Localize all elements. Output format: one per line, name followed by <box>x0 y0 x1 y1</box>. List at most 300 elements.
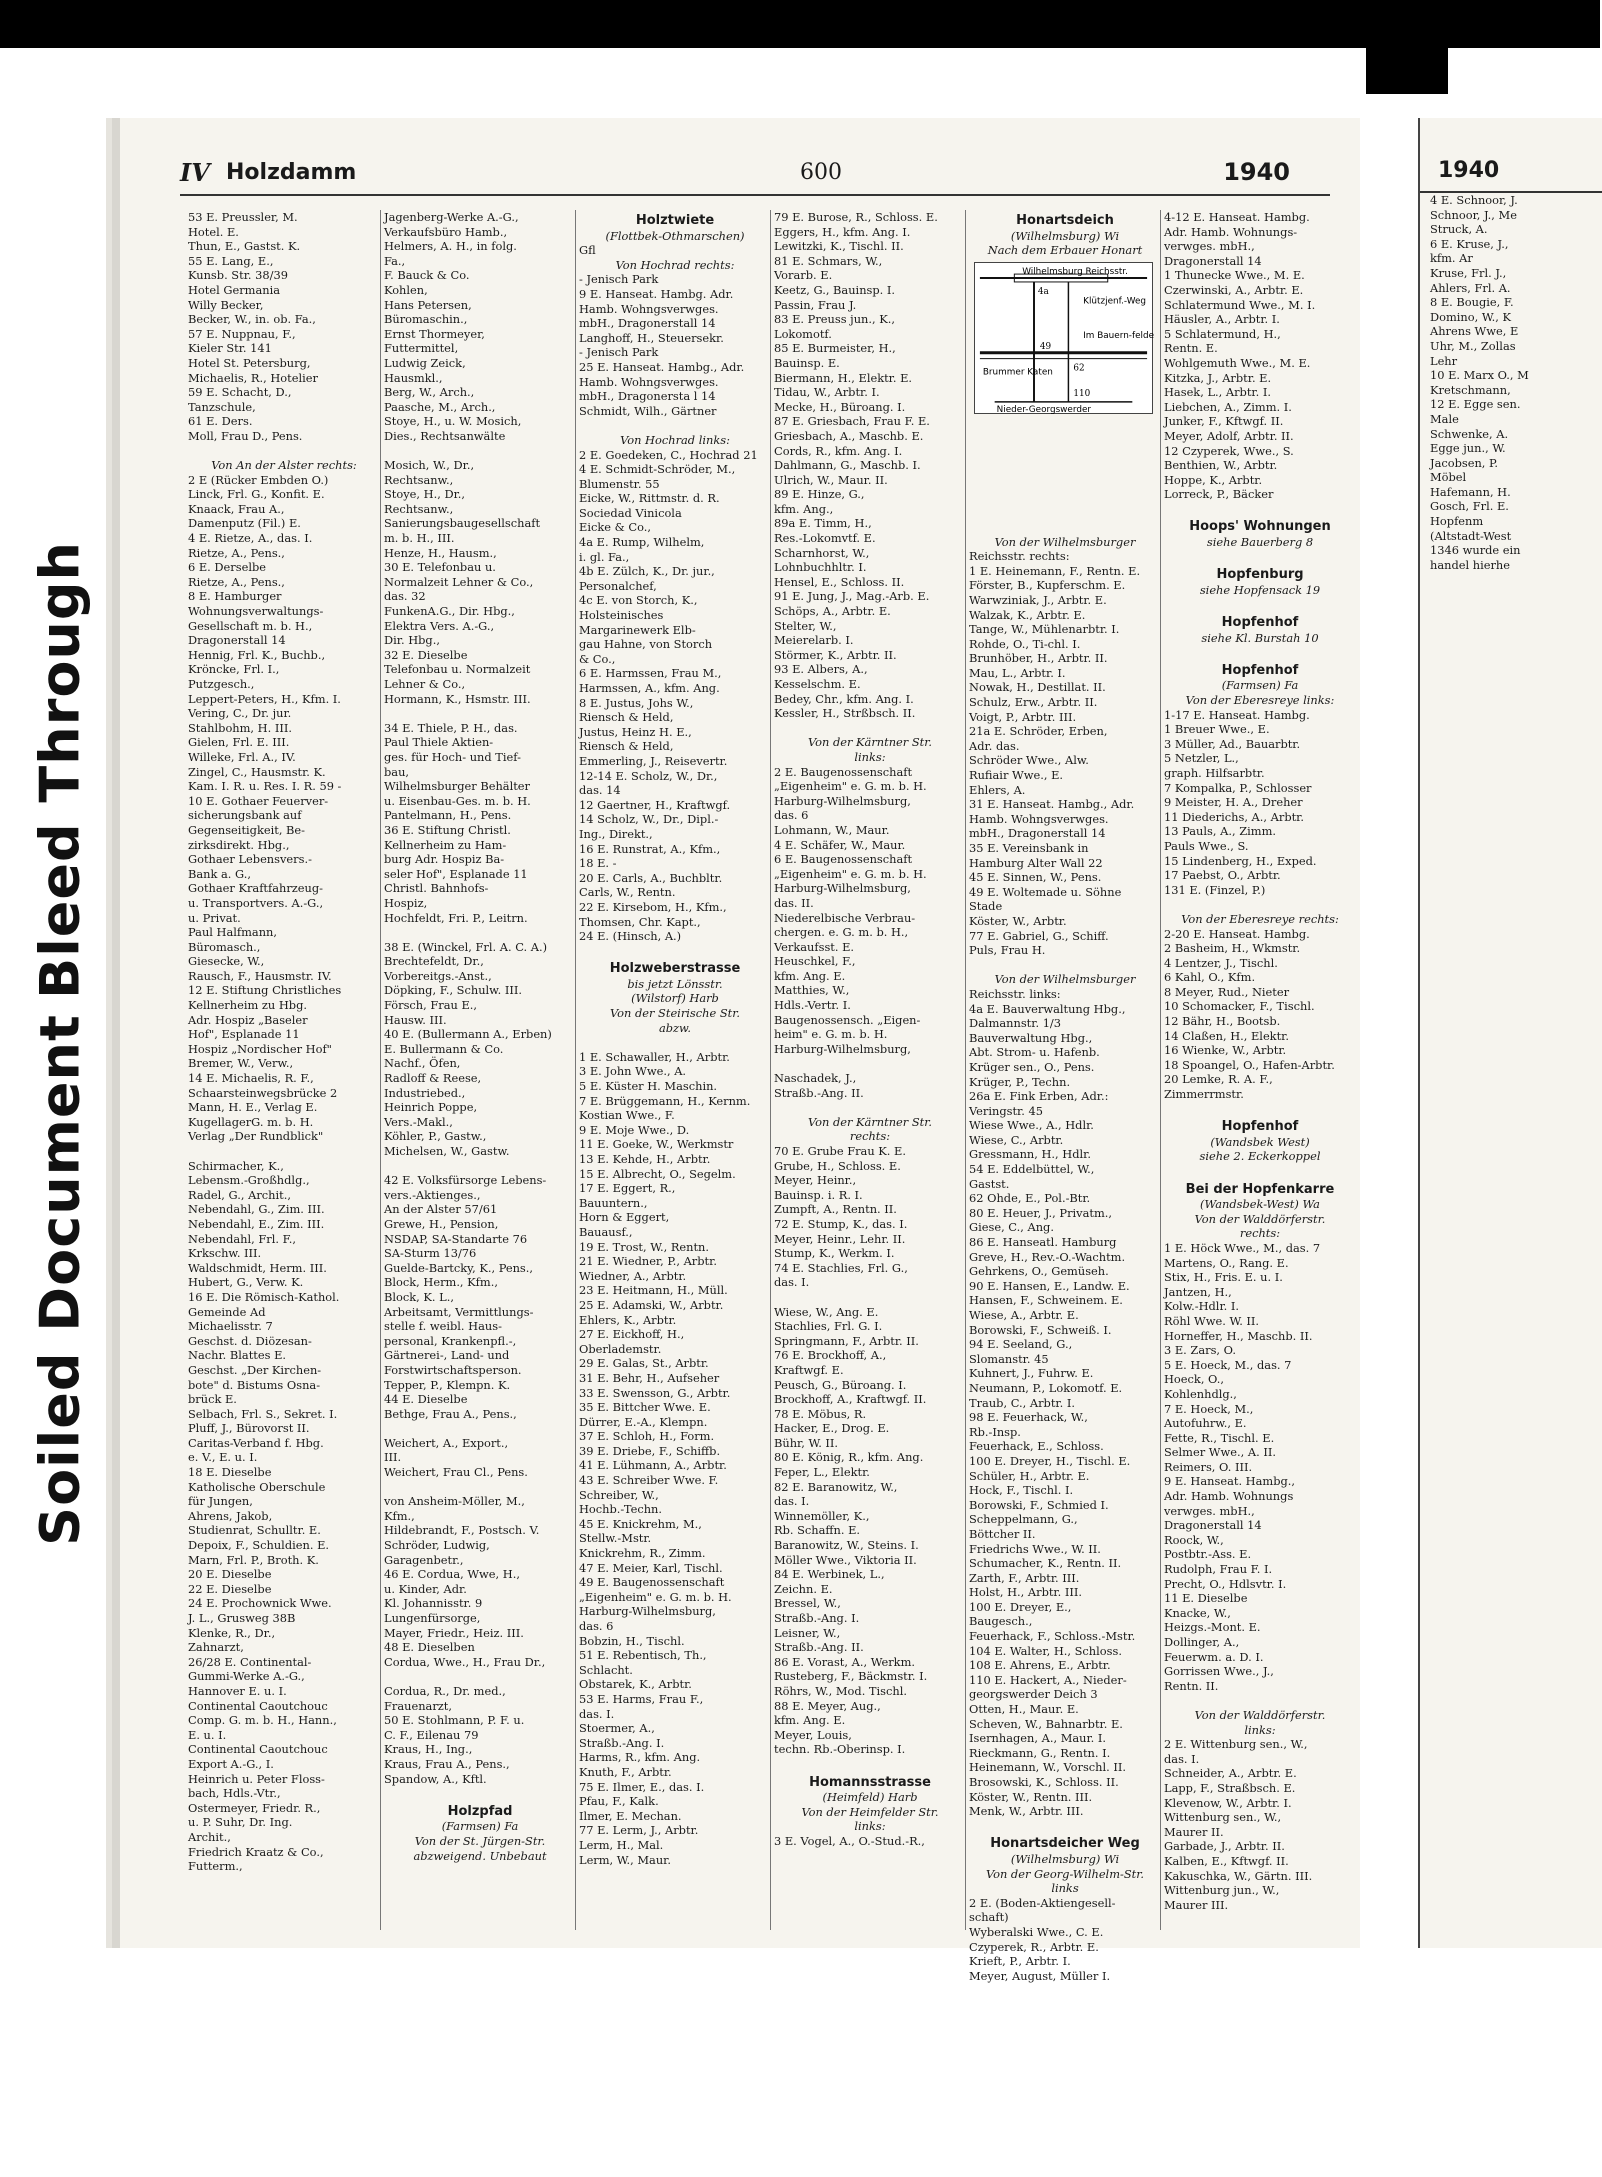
directory-entry: Obstarek, K., Arbtr. <box>579 1677 692 1692</box>
directory-entry: Vers.-Makl., <box>384 1114 453 1129</box>
directory-entry: Leppert-Peters, H., Kfm. I. <box>188 691 341 706</box>
street-map-inset <box>974 262 1153 414</box>
directory-entry: Benthien, W., Arbtr. <box>1164 458 1278 473</box>
directory-entry <box>771 1757 966 1772</box>
directory-entry: 26/28 E. Continental- <box>188 1654 312 1669</box>
directory-entry: Rieckmann, G., Rentn. I. <box>969 1745 1111 1760</box>
directory-entry: 44 E. Dieselbe <box>384 1392 468 1407</box>
directory-entry: das. 14 <box>579 783 621 798</box>
directory-entry: 24 E. (Hinsch, A.) <box>579 929 682 944</box>
directory-entry: 14 Scholz, W., Dr., Dipl.- <box>579 812 719 827</box>
directory-entry: Spandow, A., Kftl. <box>384 1771 487 1786</box>
directory-entry <box>576 1035 771 1050</box>
directory-entry: 16 E. Runstrat, A., Kfm., <box>579 841 721 856</box>
directory-entry: sicherungsbank auf <box>188 808 302 823</box>
directory-entry: Von der Walddörferstr. <box>1194 1707 1326 1722</box>
directory-entry: Jantzen, H., <box>1164 1284 1232 1299</box>
directory-entry: Dir. Hbg., <box>384 633 440 648</box>
directory-entry: NSDAP, SA-Standarte 76 <box>384 1231 528 1246</box>
directory-entry: verwges. mbH., <box>1164 1503 1255 1518</box>
side-label-bleed <box>20 540 100 1000</box>
directory-entry: Lehner & Co., <box>384 677 466 691</box>
directory-entry: Becker, W., in. ob. Fa., <box>188 312 316 327</box>
directory-entry: Riensch & Held, <box>579 710 674 725</box>
directory-entry: 51 E. Rebentisch, Th., <box>579 1648 707 1663</box>
directory-entry: 26a E. Fink Erben, Adr.: <box>969 1089 1109 1104</box>
directory-entry: Knacke, W., <box>1164 1605 1231 1620</box>
directory-entry: Nachf., Öfen, <box>384 1056 461 1071</box>
directory-entry: Hensel, E., Schloss. II. <box>774 574 905 589</box>
directory-entry: 9 E. Moje Wwe., D. <box>579 1122 690 1137</box>
directory-entry <box>1161 597 1356 612</box>
directory-entry: Heinrich u. Peter Floss- <box>188 1771 325 1786</box>
directory-entry: Ulrich, W., Maur. II. <box>774 472 888 487</box>
directory-entry: Lerm, H., Mal. <box>579 1837 664 1852</box>
directory-entry: 8 Meyer, Rud., Nieter <box>1164 984 1290 999</box>
directory-entry: Hospiz, <box>384 895 428 910</box>
facing-page-entry: Hopfenm <box>1430 514 1484 529</box>
directory-entry: Borowski, F., Schweiß. I. <box>969 1322 1112 1337</box>
directory-entry: Futterm., <box>188 1859 243 1874</box>
directory-entry: Heinrich Poppe, <box>384 1100 478 1115</box>
street-heading: Hopfenburg <box>1216 567 1304 583</box>
directory-entry: kfm. Ang. E. <box>774 968 846 983</box>
directory-entry: Gärtnerei-, Land- und <box>384 1348 510 1363</box>
directory-entry: Bethge, Frau A., Pens., <box>384 1406 517 1421</box>
directory-entry: das. I. <box>579 1706 615 1721</box>
directory-entry: Giesecke, W., <box>188 954 265 969</box>
directory-entry: Fette, R., Tischl. E. <box>1164 1430 1275 1445</box>
directory-entry: 6 Kahl, O., Kfm. <box>1164 970 1256 985</box>
directory-entry: 42 E. Volksfürsorge Lebens- <box>384 1173 547 1188</box>
directory-entry: Rudolph, Frau F. I. <box>1164 1562 1273 1577</box>
directory-entry: e. V., E. u. I. <box>188 1450 258 1465</box>
directory-entry: 20 Lemke, R. A. F., <box>1164 1072 1273 1087</box>
directory-entry: (Farmsen) Fa <box>1221 678 1299 693</box>
directory-entry: 14 E. Michaelis, R. F., <box>188 1071 314 1086</box>
directory-entry <box>576 944 771 959</box>
directory-entry: Knuth, F., Arbtr. <box>579 1764 672 1779</box>
street-heading: Holzpfad <box>447 1803 513 1819</box>
directory-entry: 85 E. Burmeister, H., <box>774 341 896 356</box>
directory-entry: Rietze, A., Pens., <box>188 545 285 560</box>
directory-entry: Eicke, W., Rittmstr. d. R. <box>579 491 720 506</box>
directory-entry: Roock, W., <box>1164 1532 1224 1547</box>
directory-entry: Paasche, M., Arch., <box>384 399 496 414</box>
directory-entry: 11 E. Goeke, W., Werkmstr <box>579 1137 734 1152</box>
directory-entry: Lohmann, W., Maur. <box>774 822 890 837</box>
directory-entry <box>966 491 1161 506</box>
directory-entry: Depoix, F., Schuldien. E. <box>188 1538 330 1553</box>
directory-entry: Riensch & Held, <box>579 739 674 754</box>
directory-entry: Dragonerstall 14 <box>1164 253 1262 268</box>
directory-entry: Stahlbohm, H. III. <box>188 720 292 735</box>
directory-entry: Cordua, Wwe., H., Frau Dr., <box>384 1654 546 1669</box>
directory-entry: Rusteberg, F., Bäckmstr. I. <box>774 1669 928 1684</box>
directory-entry: 54 E. Eddelbüttel, W., <box>969 1162 1095 1177</box>
directory-entry: Elektra Vers. A.-G., <box>384 618 495 633</box>
directory-entry: mbH., Dragonerstall 14 <box>969 826 1106 841</box>
directory-entry: 49 E. Woltemade u. Söhne <box>969 884 1122 899</box>
directory-entry: (Wilhelmsburg) Wi <box>1010 228 1120 243</box>
facing-page-entry: kfm. Ar <box>1430 251 1473 266</box>
facing-page-entry: Ahlers, Frl. A. <box>1430 280 1511 295</box>
directory-entry: (Wandsbek West) <box>1210 1134 1310 1149</box>
facing-page-entry: 1346 wurde ein <box>1430 543 1521 558</box>
directory-entry: Hamb. Wohngsverwges. <box>579 374 719 389</box>
directory-entry: „Eigenheim" e. G. m. b. H. <box>579 1589 732 1604</box>
directory-entry: Selmer Wwe., A. II. <box>1164 1445 1276 1460</box>
running-street-title: Holzdamm <box>226 160 357 185</box>
directory-entry: Res.-Lokomvtf. E. <box>774 531 876 546</box>
directory-entry: (Heimfeld) Harb <box>822 1790 918 1805</box>
directory-entry: Hamb. Wohngsverwges. <box>579 301 719 316</box>
directory-entry: Cordua, R., Dr. med., <box>384 1683 506 1698</box>
directory-entry: brück E. <box>188 1392 237 1407</box>
directory-entry: 90 E. Hansen, E., Landw. E. <box>969 1278 1130 1293</box>
directory-entry: Wilhelmsburger Behälter <box>384 779 530 794</box>
page-header <box>180 158 1330 196</box>
map-label-right-a: Klützjenf.-Weg <box>1083 296 1147 307</box>
directory-entry: Zahnarzt, <box>188 1640 244 1655</box>
directory-entry: Brockhoff, A., Kraftwgf. II. <box>774 1392 927 1407</box>
directory-entry: vers.-Aktienges., <box>384 1187 481 1202</box>
directory-entry: Zumpft, A., Rentn. II. <box>774 1202 897 1217</box>
directory-entry: Schüler, H., Arbtr. E. <box>969 1468 1090 1483</box>
directory-entry: Holsteinisches <box>579 608 664 623</box>
directory-entry: Martens, O., Rang. E. <box>1164 1255 1289 1270</box>
directory-entry: Kohlenhdlg., <box>1164 1386 1237 1401</box>
directory-entry: 4a E. Bauverwaltung Hbg., <box>969 1001 1126 1016</box>
facing-page-lines <box>1420 193 1602 572</box>
directory-entry: Schulz, Erw., Arbtr. II. <box>969 695 1098 710</box>
directory-entry: Rechtsanw., <box>384 501 454 516</box>
facing-page-entry: handel hierhe <box>1430 557 1511 572</box>
directory-entry: Kostian Wwe., F. <box>579 1108 675 1123</box>
directory-entry <box>771 721 966 736</box>
directory-entry: Damenputz (Fil.) E. <box>188 516 301 531</box>
directory-entry: Kraus, Frau A., Pens., <box>384 1756 510 1771</box>
directory-entry: Lokomotf. <box>774 326 832 341</box>
directory-entry: 7 E. Brüggemann, H., Kernm. <box>579 1093 751 1108</box>
side-label-soiled <box>20 1010 100 1550</box>
directory-entry: 5 E. Hoeck, M., das. 7 <box>1164 1357 1292 1372</box>
directory-entry: Michaelis, R., Hotelier <box>188 370 318 385</box>
directory-entry: Hausmkl., <box>384 370 443 385</box>
directory-entry: Weichert, Frau Cl., Pens. <box>384 1465 528 1480</box>
directory-entry: Greve, H., Rev.-O.-Wachtm. <box>969 1249 1126 1264</box>
directory-entry: Röhl Wwe. W. II. <box>1164 1313 1260 1328</box>
directory-entry: (Flottbek-Othmarschen) <box>605 228 745 243</box>
directory-entry <box>966 1819 1161 1834</box>
directory-entry <box>966 476 1161 491</box>
facing-page-entry: Gosch, Frl. E. <box>1430 499 1509 514</box>
directory-entry: Berg, W., Arch., <box>384 385 475 400</box>
directory-entry: Hausw. III. <box>384 1012 447 1027</box>
directory-entry: Kunsb. Str. 38/39 <box>188 268 288 283</box>
directory-entry: Rohde, O., Ti-chl. I. <box>969 636 1081 651</box>
directory-entry: Postbtr.-Ass. E. <box>1164 1547 1252 1562</box>
directory-entry: Hdls.-Vertr. I. <box>774 998 851 1013</box>
directory-entry: Zimmerrmstr. <box>1164 1087 1244 1102</box>
directory-entry <box>1161 1164 1356 1179</box>
directory-entry: 2 E. Baugenossenschaft <box>774 764 913 779</box>
directory-entry: Wiese, C., Arbtr. <box>969 1132 1064 1147</box>
directory-entry: 6 E. Derselbe <box>188 560 267 575</box>
directory-entry: Maurer II. <box>1164 1824 1224 1839</box>
directory-entry: Ehlers, K., Arbtr. <box>579 1312 677 1327</box>
directory-entry: 22 E. Kirsebom, H., Kfm., <box>579 899 727 914</box>
directory-entry: 35 E. Vereinsbank in <box>969 841 1089 855</box>
directory-entry: 32 E. Dieselbe <box>384 647 468 662</box>
directory-entry: Brechtefeldt, Dr., <box>384 954 484 969</box>
directory-entry: Wiese, W., Ang. E. <box>774 1304 879 1319</box>
directory-entry: Dragonerstall 14 <box>188 633 286 648</box>
directory-entry: III. <box>384 1450 402 1465</box>
directory-entry: Holst, H., Arbtr. III. <box>969 1585 1082 1600</box>
directory-entry: siehe 2. Eckerkoppel <box>1199 1149 1321 1164</box>
directory-entry: 53 E. Harms, Frau F., <box>579 1691 704 1706</box>
directory-entry: 27 E. Eickhoff, H., <box>579 1327 685 1342</box>
directory-entry: Dalmannstr. 1/3 <box>969 1016 1062 1031</box>
directory-entry: Rietze, A., Pens., <box>188 574 285 589</box>
directory-entry: das. 32 <box>384 589 426 604</box>
directory-entry <box>966 418 1161 433</box>
directory-entry <box>1161 550 1356 565</box>
directory-entry: 2 E. Goedeken, C., Hochrad 21 <box>579 447 758 462</box>
directory-entry: Krkschw. III. <box>188 1246 262 1261</box>
directory-entry: Dragonerstall 14 <box>1164 1518 1262 1533</box>
directory-entry: 11 Diederichs, A., Arbtr. <box>1164 809 1304 824</box>
directory-entry: Schlatermund Wwe., M. I. <box>1164 297 1316 312</box>
directory-entry: Eggers, H., kfm. Ang. I. <box>774 224 911 239</box>
directory-entry: Von Hochrad links: <box>620 432 730 447</box>
directory-entry: 100 E. Dreyer, H., Tischl. E. <box>969 1453 1131 1468</box>
directory-entry: Kfm., <box>384 1508 415 1523</box>
directory-entry: 100 E. Dreyer, E., <box>969 1599 1072 1614</box>
directory-entry: Nowak, H., Destillat. II. <box>969 680 1106 695</box>
directory-entry: Horneffer, H., Maschb. II. <box>1164 1328 1313 1343</box>
directory-entry: 6 E. Baugenossenschaft <box>774 852 913 867</box>
directory-entry: Kuhnert, J., Fuhrw. E. <box>969 1366 1094 1381</box>
directory-entry: rechts: <box>849 1129 891 1144</box>
directory-entry <box>576 418 771 433</box>
directory-entry: Von der Walddörferstr. <box>1194 1211 1326 1226</box>
directory-entry: Hospiz „Nordischer Hof" <box>188 1041 332 1056</box>
directory-entry: das. I. <box>774 1494 810 1509</box>
directory-entry: Bressel, W., <box>774 1596 841 1611</box>
directory-entry: 9 Meister, H. A., Dreher <box>1164 795 1303 810</box>
facing-page-entry: 10 E. Marx O., M <box>1430 368 1529 383</box>
directory-entry: 86 E. Vorast, A., Werkm. <box>774 1654 915 1669</box>
directory-entry: 36 E. Stiftung Christl. <box>384 822 511 837</box>
directory-entry: (Farmsen) Fa <box>441 1819 519 1834</box>
directory-entry: Bühr, W. II. <box>774 1435 839 1450</box>
directory-entry <box>185 444 380 459</box>
directory-entry: 5 E. Küster H. Maschin. <box>579 1079 718 1094</box>
directory-entry: Wittenburg jun., W., <box>1164 1883 1280 1898</box>
directory-entry: Abt. Strom- u. Hafenb. <box>969 1045 1100 1060</box>
directory-entry: Gehrkens, O., Gemüseh. <box>969 1264 1109 1279</box>
directory-entry: 79 E. Burose, R., Schloss. E. <box>774 210 938 224</box>
directory-entry: Adr. Hospiz „Baseler <box>188 1012 308 1027</box>
directory-entry: Czerwinski, A., Arbtr. E. <box>1164 282 1304 297</box>
directory-entry: Adr. Hamb. Wohnungs <box>1164 1489 1294 1504</box>
directory-entry: 10 Schomacker, F., Tischl. <box>1164 999 1315 1014</box>
directory-entry: Harburg-Wilhelmsburg, <box>774 1041 911 1056</box>
directory-column-4 <box>770 210 966 1930</box>
directory-entry: Heinemann, W., Vorschl. II. <box>969 1760 1127 1775</box>
directory-entry: 5 Netzler, L., <box>1164 751 1239 766</box>
directory-entry: Büromaschin., <box>384 312 468 327</box>
directory-columns <box>185 210 1345 1983</box>
directory-entry: Stade <box>969 899 1003 914</box>
directory-entry: 40 E. (Bullermann A., Erben) <box>384 1027 552 1042</box>
directory-entry: 82 E. Baranowitz, W., <box>774 1479 898 1494</box>
directory-entry: das. 6 <box>579 1619 614 1633</box>
directory-entry: Krüger, P., Techn. <box>969 1074 1071 1089</box>
directory-entry: 16 E. Die Römisch-Kathol. <box>188 1289 340 1304</box>
facing-page-entry: Egge jun., W. <box>1430 441 1506 456</box>
directory-entry: 15 Lindenberg, H., Exped. <box>1164 853 1317 868</box>
directory-entry: FunkenA.G., Dir. Hbg., <box>384 604 515 619</box>
street-heading: Holzweberstrasse <box>609 961 741 977</box>
directory-entry: Stoye, H., u. W. Mosich, <box>384 414 522 429</box>
directory-entry: 45 E. Sinnen, W., Pens. <box>969 870 1102 885</box>
directory-entry: Von der Kärntner Str. <box>807 1114 933 1129</box>
directory-entry: Walzak, K., Arbtr. E. <box>969 607 1086 622</box>
directory-entry: burg Adr. Hospiz Ba- <box>384 852 505 867</box>
directory-entry: Export A.-G., I. <box>188 1756 274 1771</box>
directory-entry: Nebendahl, G., Zim. III. <box>188 1202 325 1217</box>
directory-entry: 3 Müller, Ad., Bauarbtr. <box>1164 736 1301 751</box>
year-label: 1940 <box>1223 158 1290 186</box>
directory-entry: 9 E. Hanseat. Hambg., <box>1164 1474 1296 1489</box>
directory-entry: Störmer, K., Arbtr. II. <box>774 647 897 662</box>
directory-entry: Peusch, G., Büroang. I. <box>774 1377 907 1392</box>
directory-entry: 70 E. Grube Frau K. E. <box>774 1144 906 1158</box>
directory-entry: 2 E (Rücker Embden O.) <box>188 472 329 487</box>
directory-entry: 81 E. Schmars, W., <box>774 253 883 268</box>
directory-entry: Hansen, F., Schweinem. E. <box>969 1293 1123 1308</box>
directory-entry: E. Bullermann & Co. <box>384 1041 504 1056</box>
directory-entry: 4 E. Rietze, A., das. I. <box>188 531 313 546</box>
facing-page-entry: (Altstadt-West <box>1430 528 1512 543</box>
directory-entry: Meyer, Louis, <box>774 1727 852 1742</box>
directory-entry: 13 E. Kehde, H., Arbtr. <box>579 1152 711 1166</box>
directory-entry: Winnemöller, K., <box>774 1508 870 1523</box>
directory-entry: Continental Caoutchouc <box>188 1698 328 1713</box>
directory-entry: Langhoff, H., Steuersekr. <box>579 330 724 345</box>
directory-entry: Eicke & Co., <box>579 520 651 535</box>
directory-entry: Stellw.-Mstr. <box>579 1531 652 1546</box>
directory-entry: Bauinsp. E. <box>774 355 840 370</box>
bleed-through-label: Bleed Through <box>28 541 92 999</box>
directory-entry: Krieft, P., Arbtr. I. <box>969 1954 1071 1969</box>
directory-entry: Schmidt, Wilh., Gärtner <box>579 403 717 418</box>
directory-entry: heim" e. G. m. b. H. <box>774 1027 888 1042</box>
street-heading: Hoops' Wohnungen <box>1189 519 1331 535</box>
directory-entry: für Jungen, <box>188 1494 253 1509</box>
directory-entry: Nach dem Erbauer Honart <box>987 243 1143 258</box>
directory-entry: Selbach, Frl. S., Sekret. I. <box>188 1406 338 1421</box>
directory-entry: 13 Pauls, A., Zimm. <box>1164 824 1276 839</box>
directory-entry: Justus, Heinz H. E., <box>579 724 692 739</box>
directory-entry: bote" d. Bistums Osna- <box>188 1377 321 1392</box>
directory-entry: Hasek, L., Arbtr. I. <box>1164 385 1271 400</box>
directory-entry: Ostermeyer, Friedr. R., <box>188 1800 321 1815</box>
directory-entry: Von der Heimfelder Str. <box>801 1804 939 1819</box>
directory-entry: Bobzin, H., Tischl. <box>579 1633 685 1648</box>
directory-entry: E. u. I. <box>188 1727 227 1742</box>
directory-entry: Griesbach, A., Maschb. E. <box>774 428 924 443</box>
directory-entry: 50 E. Stohlmann, P. F. u. <box>384 1713 525 1728</box>
directory-entry: Hans Petersen, <box>384 297 472 312</box>
directory-entry: Borowski, F., Schmied I. <box>969 1497 1109 1512</box>
directory-entry: 93 E. Albers, A., <box>774 662 868 677</box>
facing-page-entry: Struck, A. <box>1430 222 1488 237</box>
directory-entry: Vering, C., Dr. jur. <box>188 706 292 721</box>
directory-entry: Henze, H., Hausm., <box>384 545 497 560</box>
directory-entry: Willeke, Frl. A., IV. <box>188 749 296 764</box>
directory-entry: Bedey, Chr., kfm. Ang. I. <box>774 691 914 706</box>
directory-entry: 1-17 E. Hanseat. Hambg. <box>1164 707 1310 722</box>
directory-entry: Hacker, E., Drog. E. <box>774 1421 890 1436</box>
directory-entry: bach, Hdls.-Vtr., <box>188 1786 281 1801</box>
directory-entry: rechts: <box>1239 1226 1281 1241</box>
directory-entry: Bremer, W., Verw., <box>188 1056 294 1071</box>
directory-entry: chergen. e. G. m. b. H., <box>774 925 909 940</box>
facing-page-entry: 6 E. Kruse, J., <box>1430 236 1509 251</box>
directory-entry: 3 E. Zars, O. <box>1164 1343 1236 1358</box>
directory-entry: Straßb.-Ang. II. <box>774 1640 864 1655</box>
directory-entry: Mosich, W., Dr., <box>384 458 475 473</box>
directory-entry: 21 E. Wiedner, P., Arbtr. <box>579 1254 717 1269</box>
directory-entry: abzweigend. Unbebaut <box>413 1848 547 1863</box>
directory-entry: Rausch, F., Hausmstr. IV. <box>188 968 332 983</box>
directory-entry: Vorbereitgs.-Anst., <box>384 968 492 983</box>
directory-entry: Hof", Esplanade 11 <box>188 1027 300 1042</box>
directory-entry: Giese, C., Ang. <box>969 1220 1054 1235</box>
directory-entry: (Wandsbek-West) Wa <box>1200 1197 1320 1212</box>
directory-entry: Weichert, A., Export., <box>384 1435 509 1450</box>
directory-entry: Mayer, Friedr., Heiz. III. <box>384 1625 524 1640</box>
street-heading: Hopfenhof <box>1221 662 1299 678</box>
directory-entry: Verkaufsst. E. <box>774 939 855 954</box>
page-number: 600 <box>800 160 842 185</box>
directory-entry: 80 E. Heuer, J., Privatm., <box>969 1205 1112 1220</box>
directory-entry: 39 E. Driebe, F., Schiffb. <box>579 1443 721 1458</box>
directory-entry <box>771 1056 966 1071</box>
directory-entry: zirksdirekt. Hbg., <box>188 837 290 852</box>
directory-entry: Försch, Frau E., <box>384 998 478 1013</box>
directory-entry: Frauenarzt, <box>384 1698 452 1713</box>
directory-entry: Stelter, W., <box>774 618 837 633</box>
directory-entry: Röhrs, W., Mod. Tischl. <box>774 1683 907 1698</box>
directory-entry: 12 E. Stiftung Christliches <box>188 983 342 998</box>
directory-entry: F. Bauck & Co. <box>384 268 470 283</box>
directory-entry: 24 E. Prochownick Wwe. <box>188 1596 332 1611</box>
directory-entry: Hochb.-Techn. <box>579 1502 662 1517</box>
directory-entry: Biermann, H., Elektr. E. <box>774 370 913 385</box>
directory-entry: Scharnhorst, W., <box>774 545 870 560</box>
directory-entry: Von der Eberesreye links: <box>1185 693 1335 707</box>
directory-entry: Wohnungsverwaltungs- <box>188 604 324 619</box>
directory-entry: Hamb. Wohngsverwges. <box>969 811 1109 826</box>
directory-entry: Jagenberg-Werke A.-G., <box>384 210 519 224</box>
directory-entry: „Eigenheim" e. G. m. b. H. <box>774 866 927 881</box>
directory-entry: 48 E. Dieselben <box>384 1640 475 1655</box>
